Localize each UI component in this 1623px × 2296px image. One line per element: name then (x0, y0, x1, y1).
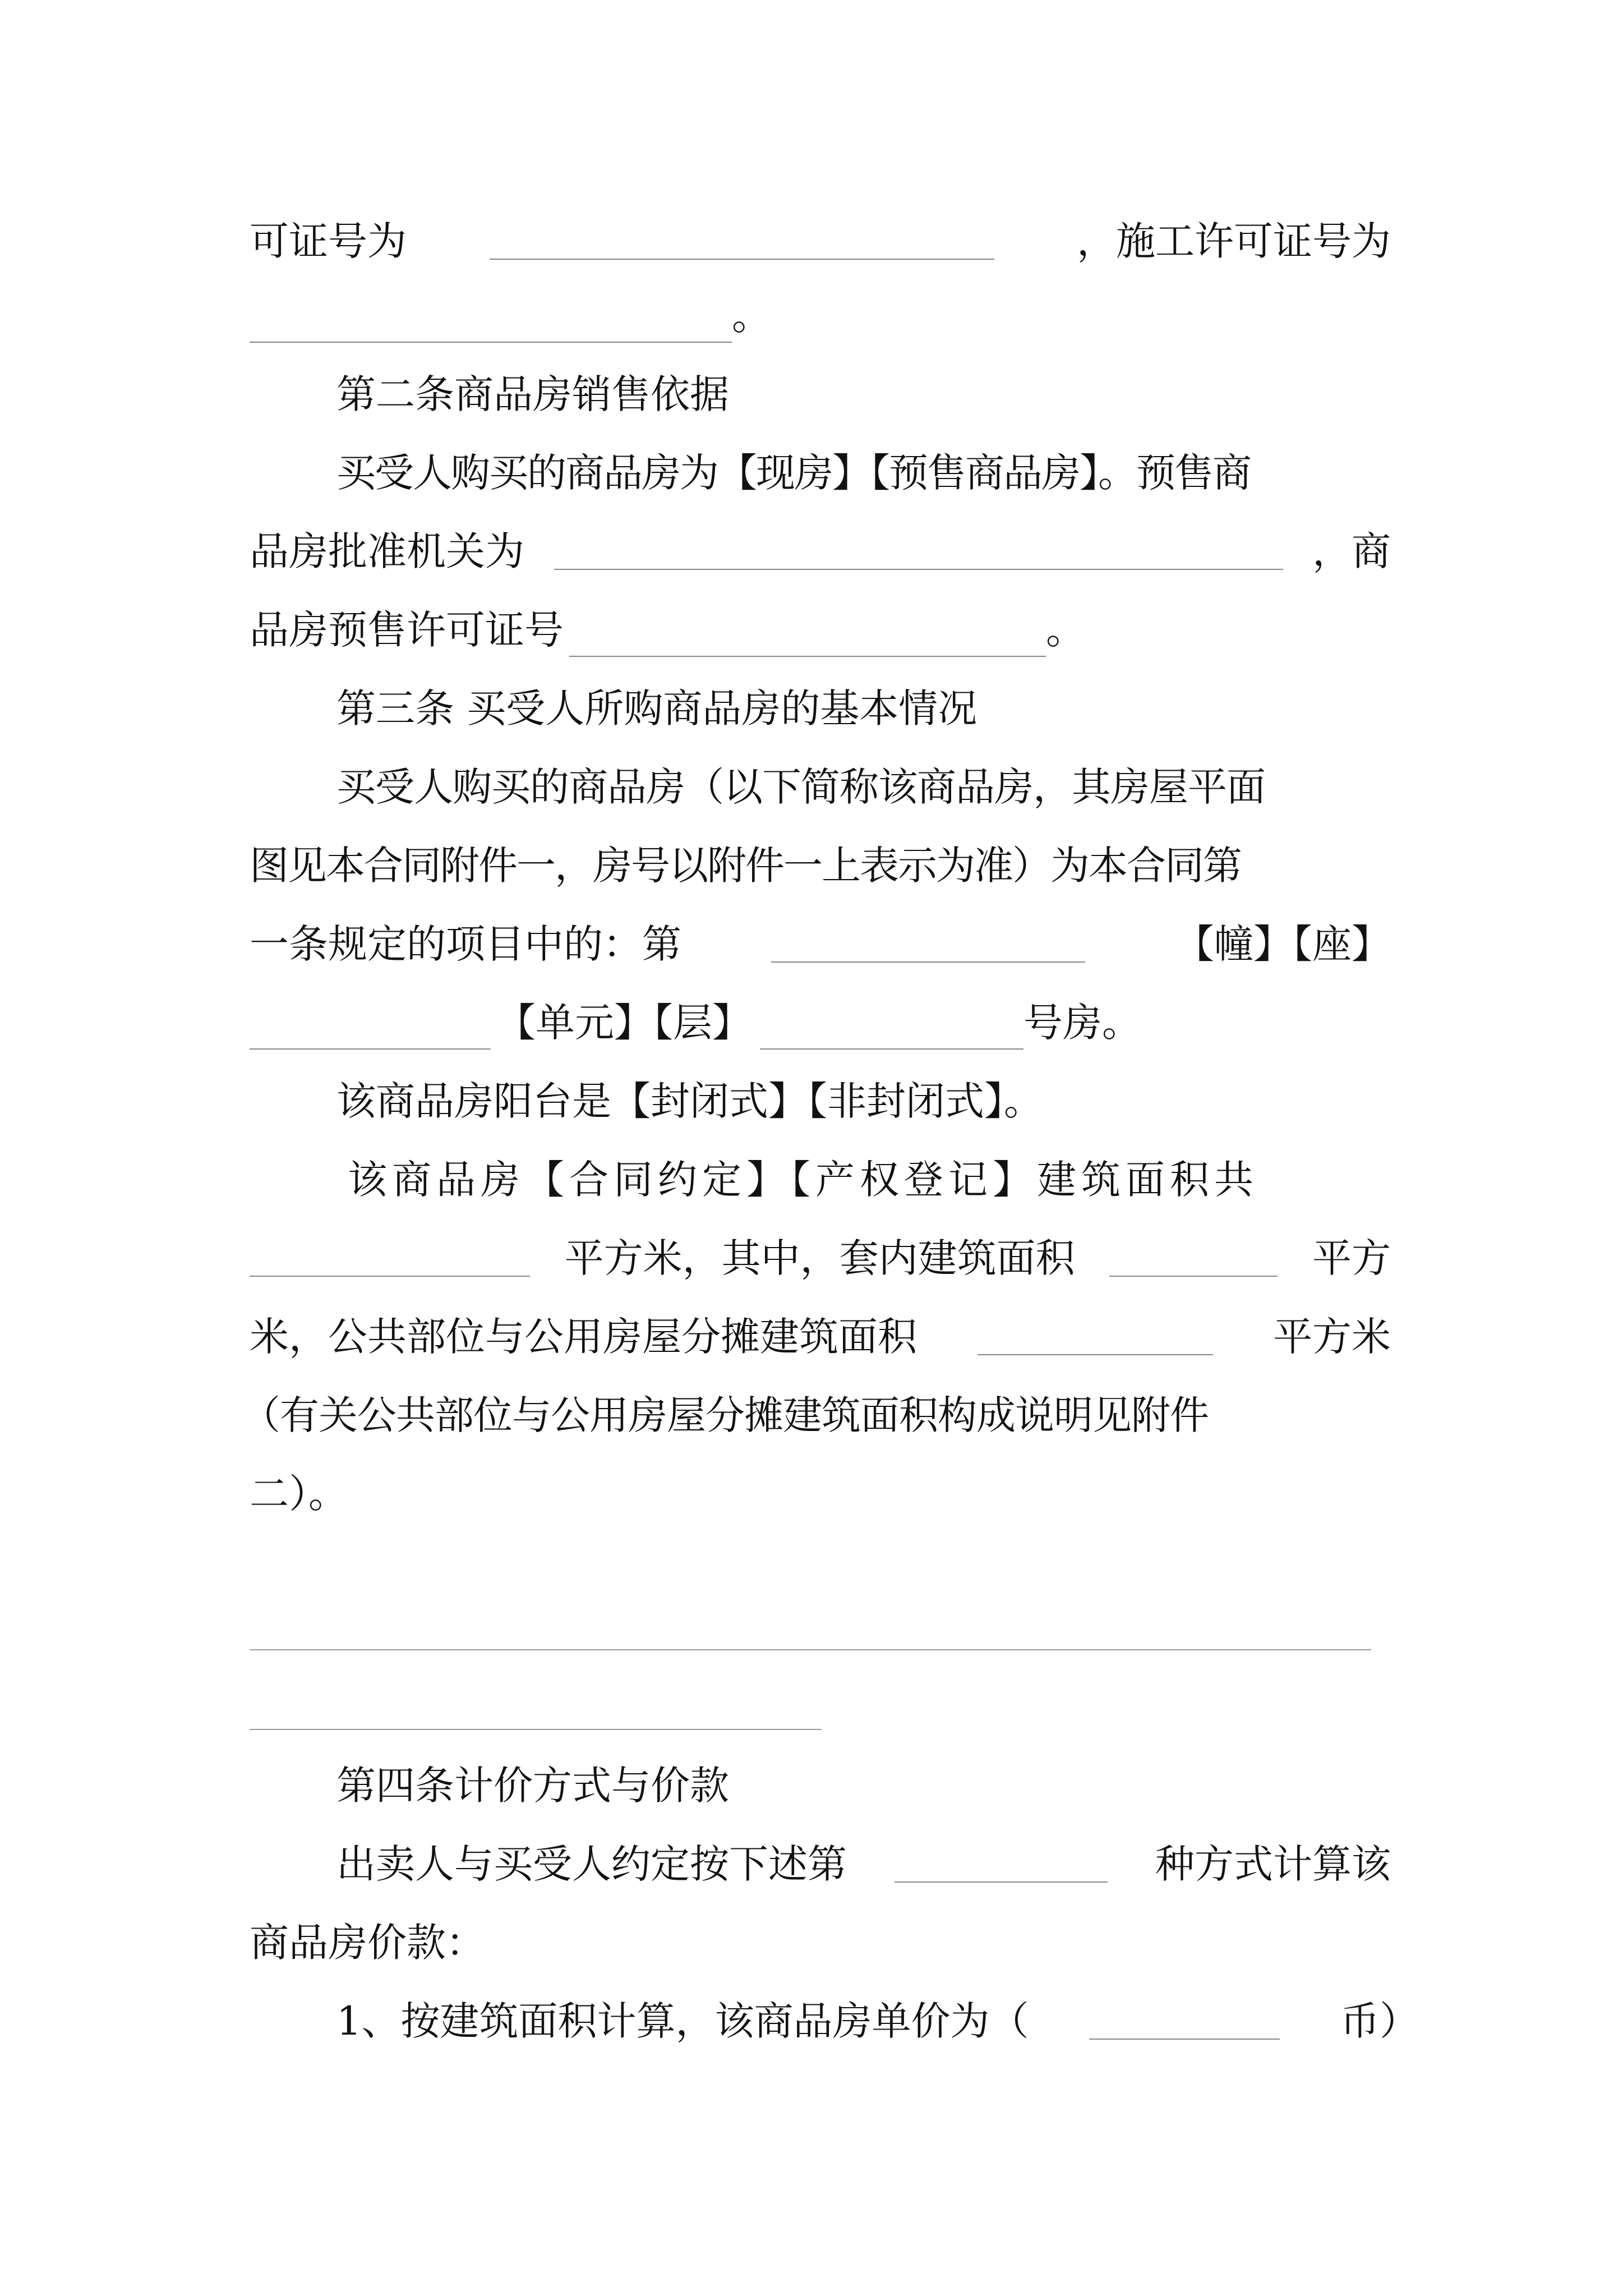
line-21-text-b: 币） (1340, 1998, 1419, 2044)
internal-area-blank[interactable] (1109, 1240, 1278, 1277)
line-2 (250, 289, 771, 343)
line-4: 买受人购买的商品房为【现房】【预售商品房】。预售商 (336, 450, 1251, 496)
line-10 (250, 917, 1391, 971)
line-6 (250, 603, 1085, 657)
line-8: 买受人购买的商品房（以下简称该商品房，其房屋平面 (336, 764, 1265, 810)
line-12: 该商品房阳台是【封闭式】【非封闭式】。 (336, 1078, 1043, 1124)
line-1-text-b: ，施工许可证号为 (1077, 218, 1391, 264)
line-5-text-a: 品房批准机关为 (250, 528, 524, 574)
unit-blank[interactable] (250, 1013, 491, 1050)
article-3-title: 第三条 买受人所购商品房的基本情况 (336, 685, 978, 731)
line-10-text-b: 【幢】【座】 (1175, 921, 1391, 967)
approval-authority-blank[interactable] (554, 533, 1283, 570)
line-11 (250, 996, 1141, 1050)
line-17: 二）。 (250, 1471, 348, 1517)
building-number-blank[interactable] (771, 926, 1085, 963)
line-11-text-b: 号房。 (1023, 1000, 1141, 1046)
line-11-text-a: 【单元】【层】 (496, 1000, 751, 1046)
line-9: 图见本合同附件一，房号以附件一上表示为准）为本合同第 (250, 843, 1241, 889)
line-20: 商品房价款： (250, 1920, 485, 1966)
line-10-text-a: 一条规定的项目中的：第 (250, 921, 681, 967)
line-15-text-a: 米，公共部位与公用房屋分摊建筑面积 (250, 1314, 917, 1360)
article-2-title: 第二条商品房销售依据 (336, 371, 729, 417)
line-6-text-b: 。 (1046, 607, 1085, 653)
line-21 (336, 1994, 1419, 2048)
line-19 (336, 1837, 1391, 1891)
article-4-title: 第四条计价方式与价款 (336, 1763, 729, 1809)
line-14-text-b: 平方 (1312, 1235, 1391, 1281)
permit-number-blank[interactable] (490, 223, 994, 260)
line-21-text-a: 1、按建筑面积计算，该商品房单价为（ (336, 1998, 1029, 2044)
currency-blank[interactable] (1089, 2003, 1280, 2040)
room-number-blank[interactable] (760, 1013, 1023, 1050)
line-14 (250, 1231, 1391, 1285)
construction-permit-blank[interactable] (250, 306, 732, 343)
line-2-tail: 。 (732, 293, 771, 339)
line-19-text-b: 种方式计算该 (1155, 1841, 1391, 1887)
line-13: 该商品房【合同约定】【产权登记】建筑面积共 (348, 1157, 1258, 1203)
line-5 (250, 524, 1391, 578)
shared-area-blank[interactable] (978, 1318, 1213, 1355)
line-1 (250, 214, 1391, 268)
total-area-blank[interactable] (250, 1240, 530, 1277)
line-6-text-a: 品房预售许可证号 (250, 607, 564, 653)
method-number-blank[interactable] (895, 1846, 1108, 1883)
separator-line-2 (250, 1729, 822, 1730)
line-15-text-b: 平方米 (1273, 1314, 1391, 1360)
line-14-text-a: 平方米，其中，套内建筑面积 (564, 1235, 1075, 1281)
presale-permit-blank[interactable] (569, 620, 1046, 657)
separator-line-1 (250, 1649, 1371, 1650)
line-1-text-a: 可证号为 (250, 218, 407, 264)
line-5-text-b: ，商 (1312, 528, 1391, 574)
line-15 (250, 1310, 1391, 1364)
line-19-text-a: 出卖人与买受人约定按下述第 (336, 1841, 847, 1887)
line-16: （有关公共部位与公用房屋分摊建筑面积构成说明见附件 (241, 1392, 1209, 1438)
